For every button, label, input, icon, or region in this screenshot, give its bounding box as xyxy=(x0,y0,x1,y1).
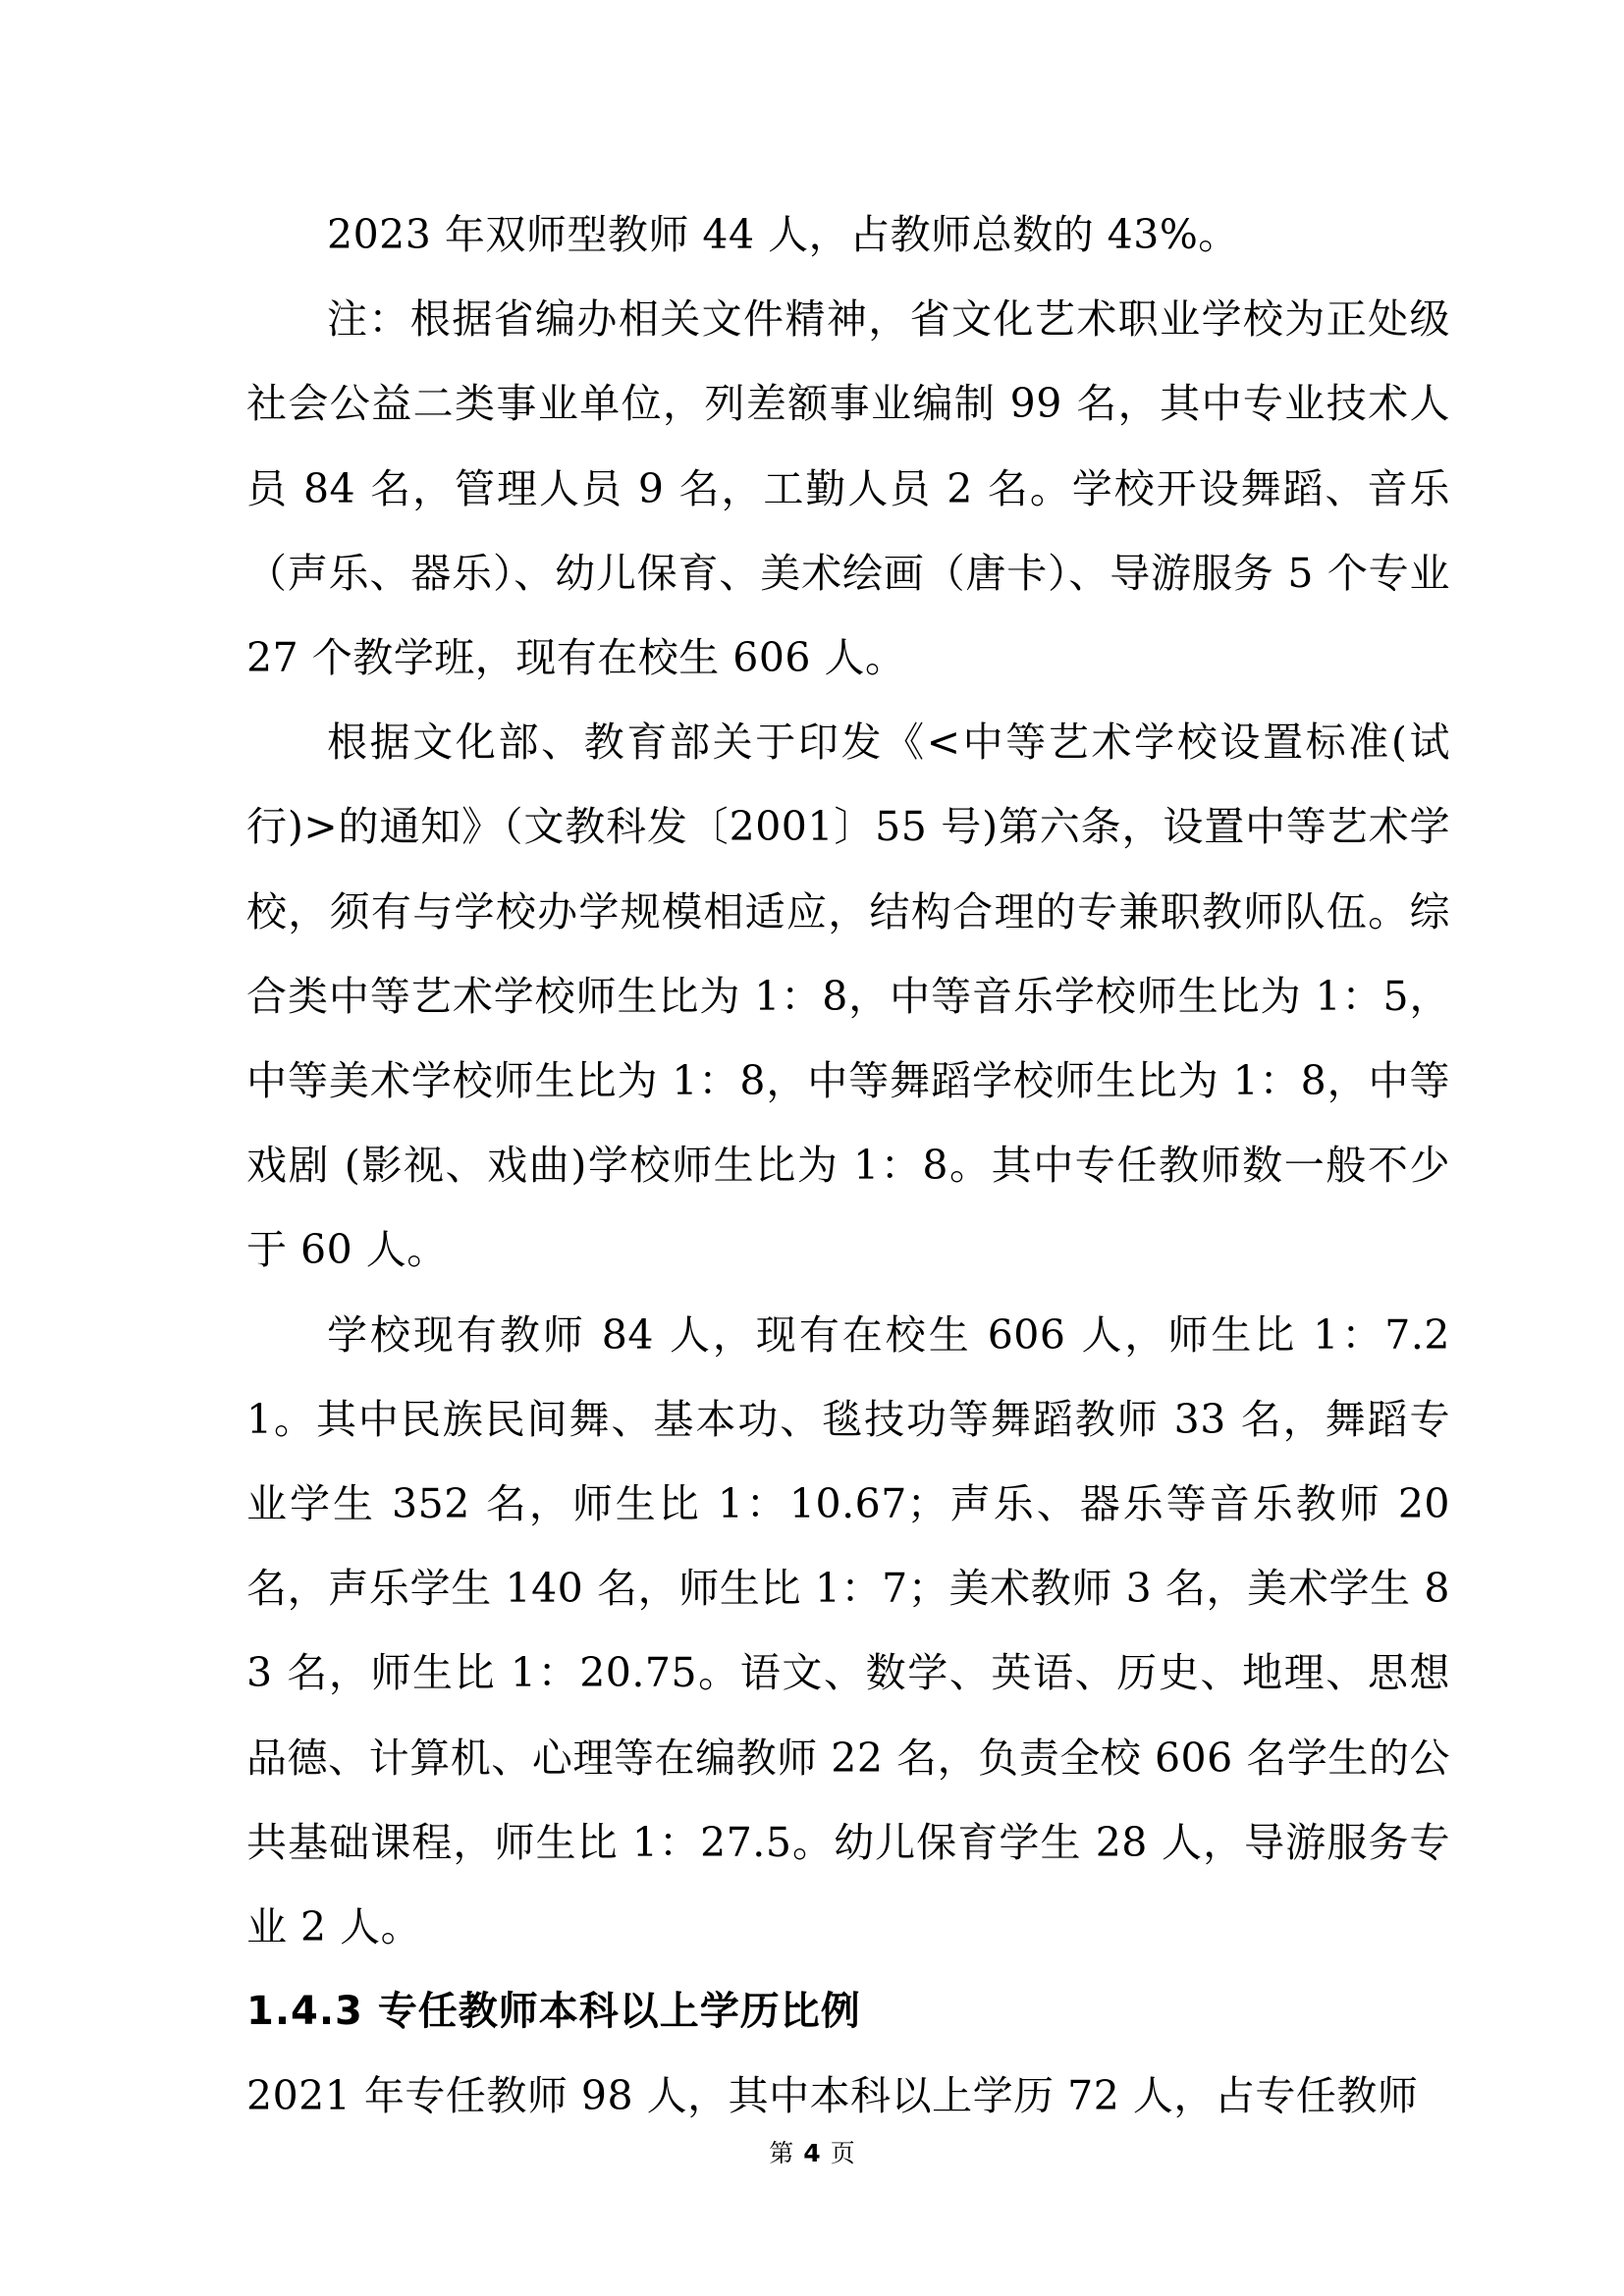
paragraph-dual-teachers: 2023 年双师型教师 44 人，占教师总数的 43%。 xyxy=(327,211,1239,258)
page-footer xyxy=(0,2139,1624,2168)
paragraph-staffing-note: 注：根据省编办相关文件精神，省文化艺术职业学校为正处级社会公益二类事业单位，列差额事业编制 99 名，其中专业技术人员 84 名，管理人员 9 名，工勤人员 2 名。学校开设舞蹈、音乐（声乐、器乐）、幼儿保育、美术绘画（唐卡）、导游服务 5 个专业 27 个教学班，现有在校生 606 人。 xyxy=(246,295,1450,682)
footer-prefix: 第 xyxy=(769,2139,794,2167)
page-number: 4 xyxy=(803,2139,821,2167)
paragraph-teacher-student-ratio: 学校现有教师 84 人，现有在校生 606 人，师生比 1：7.21。其中民族民间舞、基本功、毯技功等舞蹈教师 33 名，舞蹈专业学生 352 名，师生比 1：10.67；声乐、器乐等音乐教师 20 名，声乐学生 140 名，师生比 1：7；美术教师 3 名，美术学生 83 名，师生比 1：20.75。语文、数学、英语、历史、地理、思想品德、计算机、心理等在编教师 22 名，负责全校 606 名学生的公共基础课程，师生比 1：27.5。幼儿保育学生 28 人，导游服务专业 2 人。 xyxy=(246,1310,1450,1951)
document-body xyxy=(246,192,1450,2138)
footer-suffix: 页 xyxy=(830,2139,855,2167)
section-heading: 1.4.3 专任教师本科以上学历比例 xyxy=(246,1989,861,2035)
paragraph-degree-ratio: 2021 年专任教师 98 人，其中本科以上学历 72 人，占专任教师 xyxy=(246,2072,1419,2120)
paragraph-standards: 根据文化部、教育部关于印发《<中等艺术学校设置标准(试行)>的通知》（文教科发〔2001〕55 号)第六条，设置中等艺术学校，须有与学校办学规模相适应，结构合理的专兼职教师队伍。综合类中等艺术学校师生比为 1：8，中等音乐学校师生比为 1：5，中等美术学校师生比为 1：8，中等舞蹈学校师生比为 1：8，中等戏剧 (影视、戏曲)学校师生比为 1：8。其中专任教师数一般不少于 60 人。 xyxy=(246,719,1450,1274)
